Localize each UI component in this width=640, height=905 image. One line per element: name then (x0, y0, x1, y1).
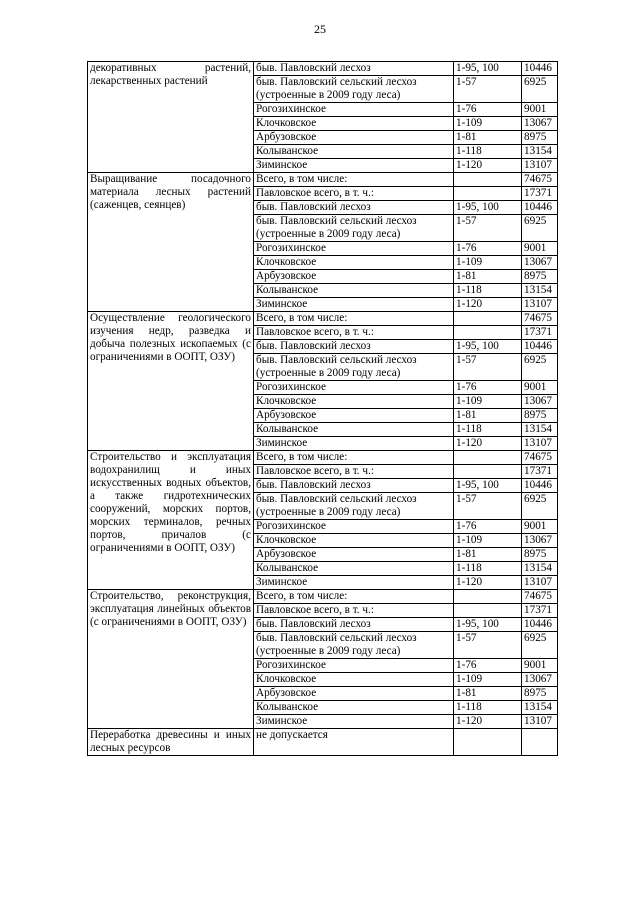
quarters-cell (454, 451, 522, 465)
quarters-cell: 1-76 (454, 381, 522, 395)
quarters-cell: 1-109 (454, 117, 522, 131)
quarters-cell: 1-95, 100 (454, 618, 522, 632)
quarters-cell: 1-118 (454, 284, 522, 298)
forestry-name-cell: Зиминское (254, 298, 454, 312)
forestry-name-cell: Колыванское (254, 423, 454, 437)
forestry-name-cell: Арбузовское (254, 270, 454, 284)
quarters-cell (454, 729, 522, 756)
area-cell: 6925 (522, 354, 558, 381)
area-cell: 10446 (522, 201, 558, 215)
quarters-cell: 1-81 (454, 687, 522, 701)
quarters-cell: 1-95, 100 (454, 62, 522, 76)
quarters-cell (454, 312, 522, 326)
quarters-cell: 1-57 (454, 493, 522, 520)
activity-cell: Выращивание посадочного материала лесных растений (саженцев, сеянцев) (88, 173, 254, 312)
forestry-name-cell: Колыванское (254, 701, 454, 715)
quarters-cell: 1-109 (454, 395, 522, 409)
area-cell: 17371 (522, 465, 558, 479)
quarters-cell: 1-81 (454, 270, 522, 284)
forestry-name-cell: Клочковское (254, 117, 454, 131)
area-cell: 6925 (522, 76, 558, 103)
quarters-cell: 1-95, 100 (454, 340, 522, 354)
area-cell: 9001 (522, 103, 558, 117)
quarters-cell: 1-120 (454, 576, 522, 590)
area-cell: 13154 (522, 562, 558, 576)
area-cell: 13107 (522, 298, 558, 312)
forestry-name-cell: Арбузовское (254, 131, 454, 145)
quarters-cell: 1-118 (454, 701, 522, 715)
area-cell: 6925 (522, 215, 558, 242)
quarters-cell: 1-109 (454, 256, 522, 270)
forestry-name-cell: Павловское всего, в т. ч.: (254, 465, 454, 479)
quarters-cell: 1-76 (454, 659, 522, 673)
quarters-cell: 1-57 (454, 354, 522, 381)
forestry-name-cell: быв. Павловский лесхоз (254, 62, 454, 76)
area-cell: 13067 (522, 395, 558, 409)
area-cell: 8975 (522, 409, 558, 423)
area-cell: 13107 (522, 715, 558, 729)
forestry-name-cell: быв. Павловский сельский лесхоз (устроенные в 2009 году леса) (254, 215, 454, 242)
activity-cell: Строительство и эксплуатация водохранилищ и иных искусственных водных объектов, а также гидротехнических сооружений, морских портов, морских терминалов, речных портов, причалов (с ограничениями в ООПТ, ОЗУ) (88, 451, 254, 590)
area-cell: 74675 (522, 173, 558, 187)
area-cell: 13067 (522, 256, 558, 270)
quarters-cell (454, 326, 522, 340)
forestry-name-cell: Рогозихинское (254, 103, 454, 117)
forestry-name-cell: быв. Павловский сельский лесхоз (устроенные в 2009 году леса) (254, 493, 454, 520)
forestry-name-cell: Зиминское (254, 159, 454, 173)
area-cell: 17371 (522, 604, 558, 618)
forestry-name-cell: Рогозихинское (254, 520, 454, 534)
quarters-cell: 1-81 (454, 409, 522, 423)
table-row (88, 729, 558, 756)
forestry-name-cell: Арбузовское (254, 548, 454, 562)
forestry-name-cell: Клочковское (254, 395, 454, 409)
quarters-cell: 1-120 (454, 437, 522, 451)
area-cell: 9001 (522, 242, 558, 256)
quarters-cell: 1-120 (454, 298, 522, 312)
area-cell: 8975 (522, 687, 558, 701)
quarters-cell (454, 187, 522, 201)
quarters-cell: 1-95, 100 (454, 479, 522, 493)
quarters-cell (454, 173, 522, 187)
area-cell: 13154 (522, 284, 558, 298)
quarters-cell: 1-118 (454, 145, 522, 159)
area-cell: 13067 (522, 534, 558, 548)
forestry-name-cell: Колыванское (254, 284, 454, 298)
area-cell: 10446 (522, 618, 558, 632)
area-cell: 13154 (522, 701, 558, 715)
area-cell: 9001 (522, 381, 558, 395)
forestry-name-cell: быв. Павловский лесхоз (254, 340, 454, 354)
quarters-cell (454, 590, 522, 604)
area-cell: 13107 (522, 437, 558, 451)
forestry-name-cell: быв. Павловский сельский лесхоз (устроенные в 2009 году леса) (254, 632, 454, 659)
quarters-cell: 1-95, 100 (454, 201, 522, 215)
forestry-name-cell: Павловское всего, в т. ч.: (254, 604, 454, 618)
area-cell: 13067 (522, 673, 558, 687)
quarters-cell: 1-120 (454, 715, 522, 729)
forestry-name-cell: Колыванское (254, 145, 454, 159)
area-cell: 13154 (522, 145, 558, 159)
activity-cell: Строительство, реконструкция, эксплуатация линейных объектов (с ограничениями в ООПТ, ОЗУ) (88, 590, 254, 729)
table-body (88, 62, 558, 756)
table-row (88, 312, 558, 326)
activity-cell: Переработка древесины и иных лесных ресурсов (88, 729, 254, 756)
forestry-name-cell: Рогозихинское (254, 659, 454, 673)
forestry-name-cell: Колыванское (254, 562, 454, 576)
area-cell: 6925 (522, 632, 558, 659)
area-cell: 10446 (522, 340, 558, 354)
forestry-name-cell: Клочковское (254, 534, 454, 548)
forestry-name-cell: быв. Павловский лесхоз (254, 618, 454, 632)
quarters-cell: 1-118 (454, 562, 522, 576)
forestry-name-cell: быв. Павловский сельский лесхоз (устроенные в 2009 году леса) (254, 76, 454, 103)
forestry-name-cell: быв. Павловский сельский лесхоз (устроенные в 2009 году леса) (254, 354, 454, 381)
area-cell: 10446 (522, 479, 558, 493)
quarters-cell: 1-81 (454, 548, 522, 562)
area-cell: 6925 (522, 493, 558, 520)
area-cell: 74675 (522, 451, 558, 465)
forestry-name-cell: Всего, в том числе: (254, 590, 454, 604)
forestry-name-cell: Павловское всего, в т. ч.: (254, 187, 454, 201)
area-cell: 13067 (522, 117, 558, 131)
area-cell: 74675 (522, 590, 558, 604)
area-cell: 9001 (522, 520, 558, 534)
forestry-name-cell: Всего, в том числе: (254, 173, 454, 187)
quarters-cell: 1-76 (454, 242, 522, 256)
quarters-cell: 1-109 (454, 534, 522, 548)
quarters-cell (454, 604, 522, 618)
area-cell: 74675 (522, 312, 558, 326)
area-cell: 8975 (522, 548, 558, 562)
quarters-cell: 1-57 (454, 632, 522, 659)
area-cell: 9001 (522, 659, 558, 673)
quarters-cell: 1-118 (454, 423, 522, 437)
page-number: 25 (314, 22, 326, 36)
area-cell: 10446 (522, 62, 558, 76)
quarters-cell: 1-57 (454, 76, 522, 103)
forest-use-table (87, 61, 558, 756)
table-row (88, 451, 558, 465)
quarters-cell: 1-57 (454, 215, 522, 242)
quarters-cell (454, 465, 522, 479)
forestry-name-cell: Зиминское (254, 715, 454, 729)
forestry-name-cell: Всего, в том числе: (254, 451, 454, 465)
forestry-name-cell: Рогозихинское (254, 242, 454, 256)
forestry-name-cell: Всего, в том числе: (254, 312, 454, 326)
area-cell: 13154 (522, 423, 558, 437)
activity-cell: декоративных растений, лекарственных растений (88, 62, 254, 173)
area-cell: 8975 (522, 131, 558, 145)
forestry-name-cell: Павловское всего, в т. ч.: (254, 326, 454, 340)
area-cell (522, 729, 558, 756)
forestry-name-cell: быв. Павловский лесхоз (254, 479, 454, 493)
table-row (88, 62, 558, 76)
area-cell: 17371 (522, 326, 558, 340)
activity-cell: Осуществление геологического изучения недр, разведка и добыча полезных ископаемых (с ограничениями в ООПТ, ОЗУ) (88, 312, 254, 451)
area-cell: 13107 (522, 576, 558, 590)
forestry-name-cell: Арбузовское (254, 687, 454, 701)
quarters-cell: 1-76 (454, 520, 522, 534)
forestry-name-cell: Рогозихинское (254, 381, 454, 395)
forestry-name-cell: Зиминское (254, 437, 454, 451)
quarters-cell: 1-109 (454, 673, 522, 687)
forestry-name-cell: Клочковское (254, 256, 454, 270)
quarters-cell: 1-76 (454, 103, 522, 117)
area-cell: 17371 (522, 187, 558, 201)
forestry-name-cell: не допускается (254, 729, 454, 756)
table-row (88, 173, 558, 187)
area-cell: 8975 (522, 270, 558, 284)
forestry-name-cell: Арбузовское (254, 409, 454, 423)
forestry-name-cell: быв. Павловский лесхоз (254, 201, 454, 215)
forestry-name-cell: Клочковское (254, 673, 454, 687)
quarters-cell: 1-120 (454, 159, 522, 173)
quarters-cell: 1-81 (454, 131, 522, 145)
area-cell: 13107 (522, 159, 558, 173)
table-row (88, 590, 558, 604)
forestry-name-cell: Зиминское (254, 576, 454, 590)
